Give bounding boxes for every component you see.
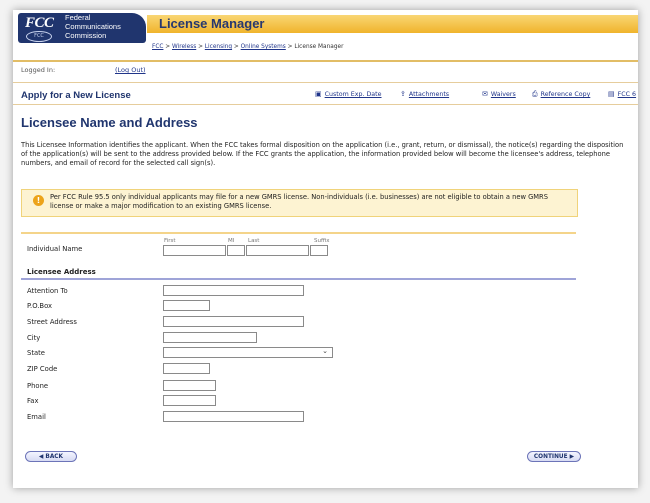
middle-initial-label: MI [228, 238, 235, 244]
app-title: License Manager [159, 16, 265, 31]
breadcrumb-online-systems[interactable]: Online Systems [240, 44, 286, 50]
alert-text: Per FCC Rule 95.5 only individual applicants may file for a new GMRS license. Non-individuals (i.e. businesses) are not eligible to obtain a new GMRS license or make a major modification to an existing GMRS license. [50, 193, 548, 210]
link-label: FCC 6 [617, 91, 637, 98]
phone-label: Phone [27, 382, 49, 390]
mail-icon: ✉ [482, 90, 488, 98]
individual-name-label: Individual Name [27, 245, 83, 253]
logo-line: Commission [65, 31, 107, 40]
printer-icon: ⎙ [532, 90, 538, 98]
browser-page [13, 10, 638, 488]
street-address-input[interactable] [163, 316, 304, 327]
suffix-input[interactable] [310, 245, 328, 256]
state-select[interactable] [163, 347, 333, 358]
email-input[interactable] [163, 411, 304, 422]
city-input[interactable] [163, 332, 257, 343]
breadcrumb-separator: > [198, 44, 203, 50]
attention-to-input[interactable] [163, 285, 304, 296]
breadcrumb [152, 44, 343, 50]
chevron-down-icon: ⌄ [322, 347, 328, 355]
logo-line: Communications [65, 22, 121, 31]
login-status [21, 66, 146, 74]
last-name-input[interactable] [246, 245, 309, 256]
breadcrumb-separator: > [287, 44, 293, 50]
breadcrumb-separator: > [165, 44, 171, 50]
fcc-full-name [65, 13, 121, 40]
fcc-form-link[interactable] [608, 90, 636, 98]
divider [13, 104, 638, 105]
title-band [147, 15, 638, 33]
zip-code-label: ZIP Code [27, 365, 58, 373]
continue-button[interactable]: CONTINUE ▶ [527, 451, 581, 462]
po-box-label: P.O.Box [27, 302, 53, 310]
back-button[interactable]: ◀ BACK [25, 451, 77, 462]
fax-label: Fax [27, 397, 39, 405]
po-box-input[interactable] [163, 300, 210, 311]
divider [21, 232, 576, 234]
fcc-seal-icon: FCC [26, 31, 52, 42]
logout-link[interactable]: (Log Out) [115, 66, 146, 74]
fax-input[interactable] [163, 395, 216, 406]
state-label: State [27, 349, 45, 357]
street-address-label: Street Address [27, 318, 77, 326]
custom-exp-date-link[interactable] [315, 90, 382, 98]
breadcrumb-wireless[interactable]: Wireless [171, 44, 197, 50]
section-divider [21, 278, 576, 280]
divider [13, 82, 638, 83]
breadcrumb-current: License Manager [294, 44, 344, 50]
phone-input[interactable] [163, 380, 216, 391]
attachments-link[interactable] [400, 90, 449, 98]
last-name-label: Last [248, 238, 260, 244]
intro-text: This Licensee Information identifies the applicant. When the FCC takes formal disposition on the application (i.e., grant, return, or dismissal), the notice(s) regarding the disposition of the application(s) will be sent to the address provided below. If the FCC grants the application, the information provided below will become the licensee's address, telephone numbers, and email of record for the selected call sign(s). [21, 141, 624, 168]
city-label: City [27, 334, 41, 342]
first-name-input[interactable] [163, 245, 226, 256]
fcc-logo[interactable] [18, 13, 146, 43]
header-divider [13, 60, 638, 62]
link-label: Reference Copy [540, 91, 591, 98]
link-label: Waivers [490, 91, 516, 98]
reference-copy-link[interactable] [532, 90, 590, 99]
breadcrumb-licensing[interactable]: Licensing [204, 44, 233, 50]
licensee-address-heading: Licensee Address [27, 268, 96, 276]
document-icon: ▤ [608, 90, 615, 98]
first-name-label: First [164, 238, 176, 244]
middle-initial-input[interactable] [227, 245, 245, 256]
link-label: Attachments [408, 91, 450, 98]
calendar-icon: ▣ [315, 90, 322, 98]
fcc-logo-text: FCC [25, 15, 54, 31]
warning-icon: ! [33, 195, 44, 206]
suffix-label: Suffix [314, 238, 330, 244]
breadcrumb-fcc[interactable]: FCC [152, 44, 164, 50]
email-label: Email [27, 413, 46, 421]
upload-icon: ⇪ [400, 90, 406, 98]
zip-code-input[interactable] [163, 363, 210, 374]
attention-to-label: Attention To [27, 287, 68, 295]
logged-in-label: Logged In: [21, 66, 56, 74]
waivers-link[interactable] [482, 90, 516, 98]
breadcrumb-separator: > [233, 44, 239, 50]
gmrs-alert [21, 189, 578, 217]
page-title: Licensee Name and Address [21, 115, 198, 130]
logo-line: Federal [65, 13, 91, 22]
site-header [13, 10, 638, 62]
section-title: Apply for a New License [21, 90, 131, 101]
link-label: Custom Exp. Date [324, 91, 382, 98]
